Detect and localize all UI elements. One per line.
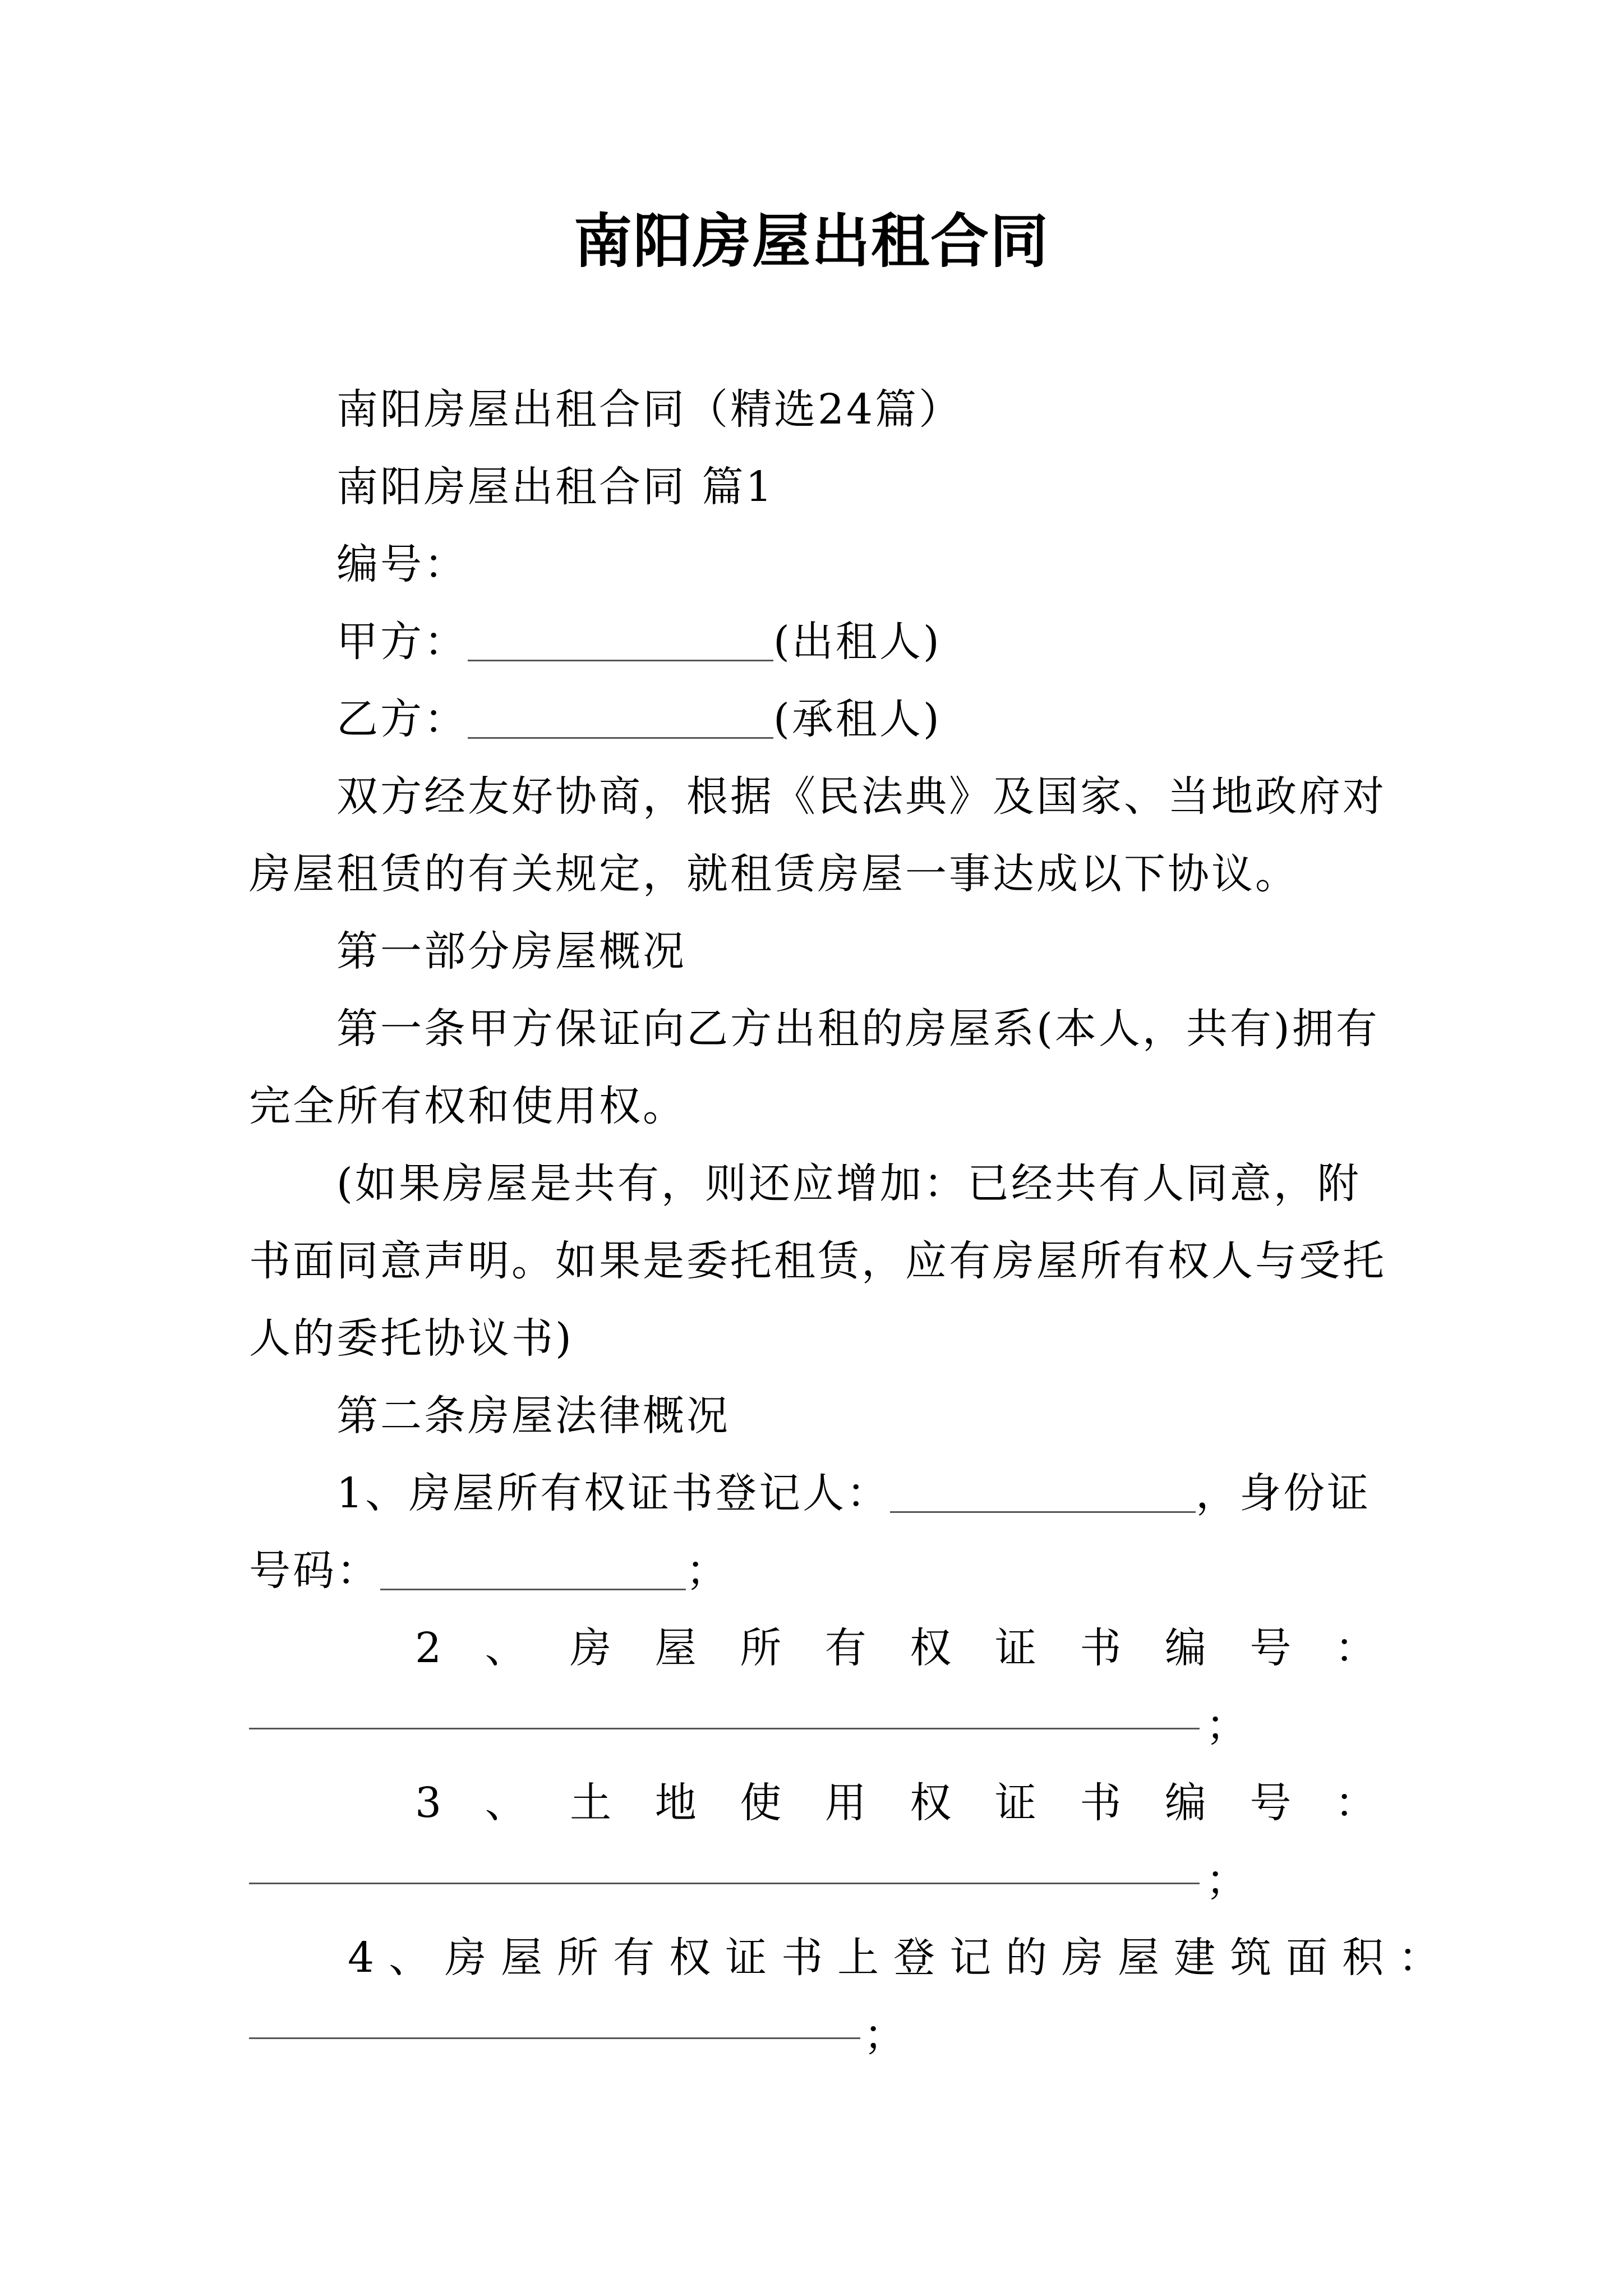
note-line-3: 人的委托协议书) xyxy=(249,1314,574,1363)
item3-char: 号 xyxy=(1249,1779,1292,1827)
number-label: 编号： xyxy=(336,540,468,588)
item1-line-2 xyxy=(249,1543,1376,1599)
item2-label xyxy=(415,1620,1376,1676)
item1-end: ； xyxy=(686,1547,730,1595)
page-title: 南阳房屋出租合同 xyxy=(573,206,1049,275)
party-a-role: (出租人) xyxy=(773,618,942,666)
item3-char: 用 xyxy=(824,1779,866,1827)
intro-line-1: 双方经友好协商，根据《民法典》及国家、当地政府对 xyxy=(336,772,1386,821)
article1-line-2: 完全所有权和使用权。 xyxy=(249,1082,686,1130)
item3-char: 3 xyxy=(415,1779,442,1827)
party-b-line xyxy=(336,691,1376,747)
party-a-blank xyxy=(468,619,773,661)
item2-char: 书 xyxy=(1080,1624,1122,1672)
item2-char: 2 xyxy=(415,1624,442,1672)
intro-line-2: 房屋租赁的有关规定，就租赁房屋一事达成以下协议。 xyxy=(249,850,1299,898)
article1-line-1: 第一条甲方保证向乙方出租的房屋系(本人，共有)拥有 xyxy=(336,1005,1380,1053)
item3-char: 编 xyxy=(1164,1779,1206,1827)
item2-char: 权 xyxy=(910,1624,952,1672)
item2-char: 证 xyxy=(994,1624,1036,1672)
item3-char: 书 xyxy=(1080,1779,1122,1827)
item3-char: 地 xyxy=(654,1779,697,1827)
party-a-line xyxy=(336,614,1376,670)
item3-char: 证 xyxy=(994,1779,1036,1827)
item3-label xyxy=(415,1775,1376,1831)
item2-char: ： xyxy=(1334,1624,1376,1672)
item3-char: 权 xyxy=(910,1779,952,1827)
item3-char: 土 xyxy=(570,1779,612,1827)
item1-id-blank xyxy=(380,1548,686,1590)
item1-label: 1、房屋所有权证书登记人： xyxy=(336,1469,891,1517)
item2-char: 号 xyxy=(1249,1624,1292,1672)
article2-heading: 第二条房屋法律概况 xyxy=(336,1392,730,1440)
item1-number-label: 号码： xyxy=(249,1547,380,1595)
item2-char: 、 xyxy=(485,1624,527,1672)
item2-char: 编 xyxy=(1164,1624,1206,1672)
note-line-2: 书面同意声明。如果是委托租赁，应有房屋所有权人与受托 xyxy=(249,1237,1386,1285)
item1-id-label: ，身份证 xyxy=(1196,1469,1371,1517)
item3-char: 、 xyxy=(485,1779,527,1827)
item3-char: ： xyxy=(1334,1779,1376,1827)
subtitle: 南阳房屋出租合同（精选24篇） xyxy=(336,385,963,434)
item1-registrant-blank xyxy=(890,1471,1196,1513)
item4-blank xyxy=(249,2035,860,2039)
party-b-role: (承租人) xyxy=(773,695,942,743)
item4-end: ； xyxy=(864,2011,905,2059)
party-a-label: 甲方： xyxy=(336,618,468,666)
item2-char: 有 xyxy=(824,1624,866,1672)
item3-end: ； xyxy=(1206,1856,1247,1904)
item2-char: 屋 xyxy=(654,1624,697,1672)
item3-blank xyxy=(249,1880,1200,1884)
item2-char: 所 xyxy=(740,1624,782,1672)
note-line-1: (如果房屋是共有，则还应增加：已经共有人同意，附 xyxy=(336,1159,1361,1208)
party-b-label: 乙方： xyxy=(336,695,468,743)
party-b-blank xyxy=(468,697,773,739)
section-heading: 南阳房屋出租合同 篇1 xyxy=(336,463,774,511)
item2-blank xyxy=(249,1726,1200,1729)
item2-char: 房 xyxy=(570,1624,612,1672)
item1-line-1 xyxy=(336,1465,1376,1521)
part1-heading: 第一部分房屋概况 xyxy=(336,927,686,976)
item2-end: ； xyxy=(1206,1701,1247,1750)
item4-label: 4、房屋所有权证书上登记的房屋建筑面积： xyxy=(348,1934,1455,1982)
item3-char: 使 xyxy=(740,1779,782,1827)
